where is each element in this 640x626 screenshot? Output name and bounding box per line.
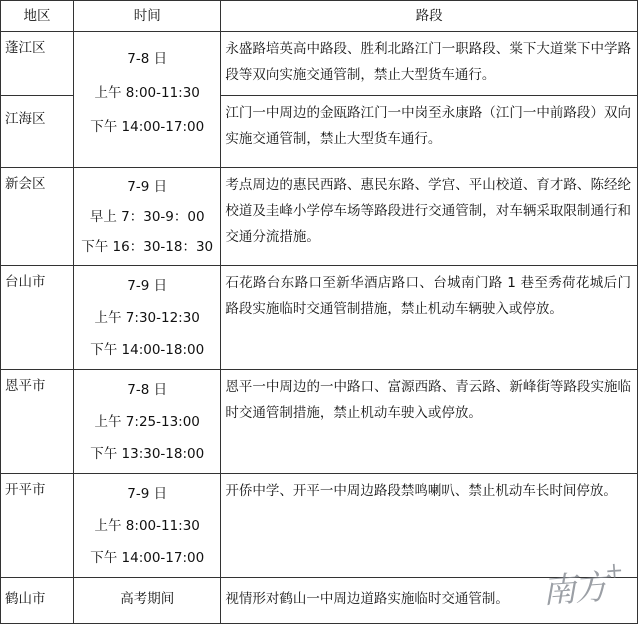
route-cell: [221, 32, 638, 96]
table-row: [1, 32, 638, 96]
source-watermark: [540, 558, 624, 612]
header-row: [1, 1, 638, 32]
region-label: 江海区: [5, 111, 46, 127]
time-cell: [74, 474, 221, 578]
region-cell: [1, 168, 74, 266]
time-line: 上午 8:00-11:30: [94, 518, 200, 534]
route-cell: [221, 370, 638, 474]
table-row: [1, 474, 638, 578]
route-cell: [221, 266, 638, 370]
time-cell: [74, 168, 221, 266]
region-label: 蓬江区: [5, 40, 46, 56]
route-text: 考点周边的惠民西路、惠民东路、学宫、平山校道、育才路、陈经纶校道及圭峰小学停车场等路段进行交通管制，对车辆采取限制通行和交通分流措施。: [225, 177, 631, 245]
region-label: 开平市: [5, 482, 46, 498]
time-line: 7-9 日: [127, 486, 168, 502]
table-row: [1, 266, 638, 370]
route-text: 视情形对鹤山一中周边道路实施临时交通管制。: [225, 591, 509, 607]
time-cell: [74, 266, 221, 370]
time-line: 下午 14:00-17:00: [90, 550, 205, 566]
route-text: 恩平一中周边的一中路口、富源西路、青云路、新峰街等路段实施临时交通管制措施，禁止机动车驶入或停放。: [225, 379, 631, 421]
region-cell: [1, 370, 74, 474]
time-line: 上午 8:00-11:30: [94, 85, 200, 101]
time-line: 下午 16：30-18：30: [81, 239, 214, 255]
time-line: 下午 14:00-18:00: [90, 342, 205, 358]
region-cell: [1, 266, 74, 370]
time-line: 高考期间: [120, 591, 175, 607]
time-line: 下午 14:00-17:00: [90, 119, 205, 135]
time-cell: [74, 370, 221, 474]
route-text: 石花路台东路口至新华酒店路口、台城南门路 1 巷至秀荷花城后门路段实施临时交通管制措施，禁止机动车辆驶入或停放。: [225, 275, 631, 317]
region-label: 新会区: [5, 176, 46, 192]
region-cell: [1, 32, 74, 96]
time-line: 下午 13:30-18:00: [90, 446, 205, 462]
time-line: 早上 7：30-9：00: [89, 209, 205, 225]
watermark-text: 南方: [540, 567, 608, 612]
route-cell: [221, 168, 638, 266]
route-cell: [221, 96, 638, 168]
watermark-plus: +: [603, 558, 622, 585]
table-row: [1, 370, 638, 474]
header-region: 地区: [1, 1, 74, 32]
time-line: 7-9 日: [127, 179, 168, 195]
route-text: 江门一中周边的金瓯路江门一中岗至永康路（江门一中前路段）双向实施交通管制，禁止大型货车通行。: [225, 105, 631, 147]
region-cell: [1, 96, 74, 168]
route-text: 永盛路培英高中路段、胜利北路江门一职路段、棠下大道棠下中学路段等双向实施交通管制，禁止大型货车通行。: [225, 41, 631, 83]
region-label: 台山市: [5, 274, 46, 290]
time-line: 上午 7:30-12:30: [94, 310, 200, 326]
header-route: 路段: [221, 1, 638, 32]
time-line: 7-8 日: [127, 51, 168, 67]
region-label: 鹤山市: [5, 591, 46, 607]
table-row: [1, 168, 638, 266]
region-cell: [1, 474, 74, 578]
region-label: 恩平市: [5, 378, 46, 394]
time-line: 上午 7:25-13:00: [94, 414, 200, 430]
time-cell: [74, 32, 221, 168]
region-cell: [1, 578, 74, 624]
time-cell: [74, 578, 221, 624]
header-time: 时间: [74, 1, 221, 32]
time-line: 7-8 日: [127, 382, 168, 398]
time-line: 7-9 日: [127, 278, 168, 294]
route-text: 开侨中学、开平一中周边路段禁鸣喇叭、禁止机动车长时间停放。: [225, 483, 617, 499]
